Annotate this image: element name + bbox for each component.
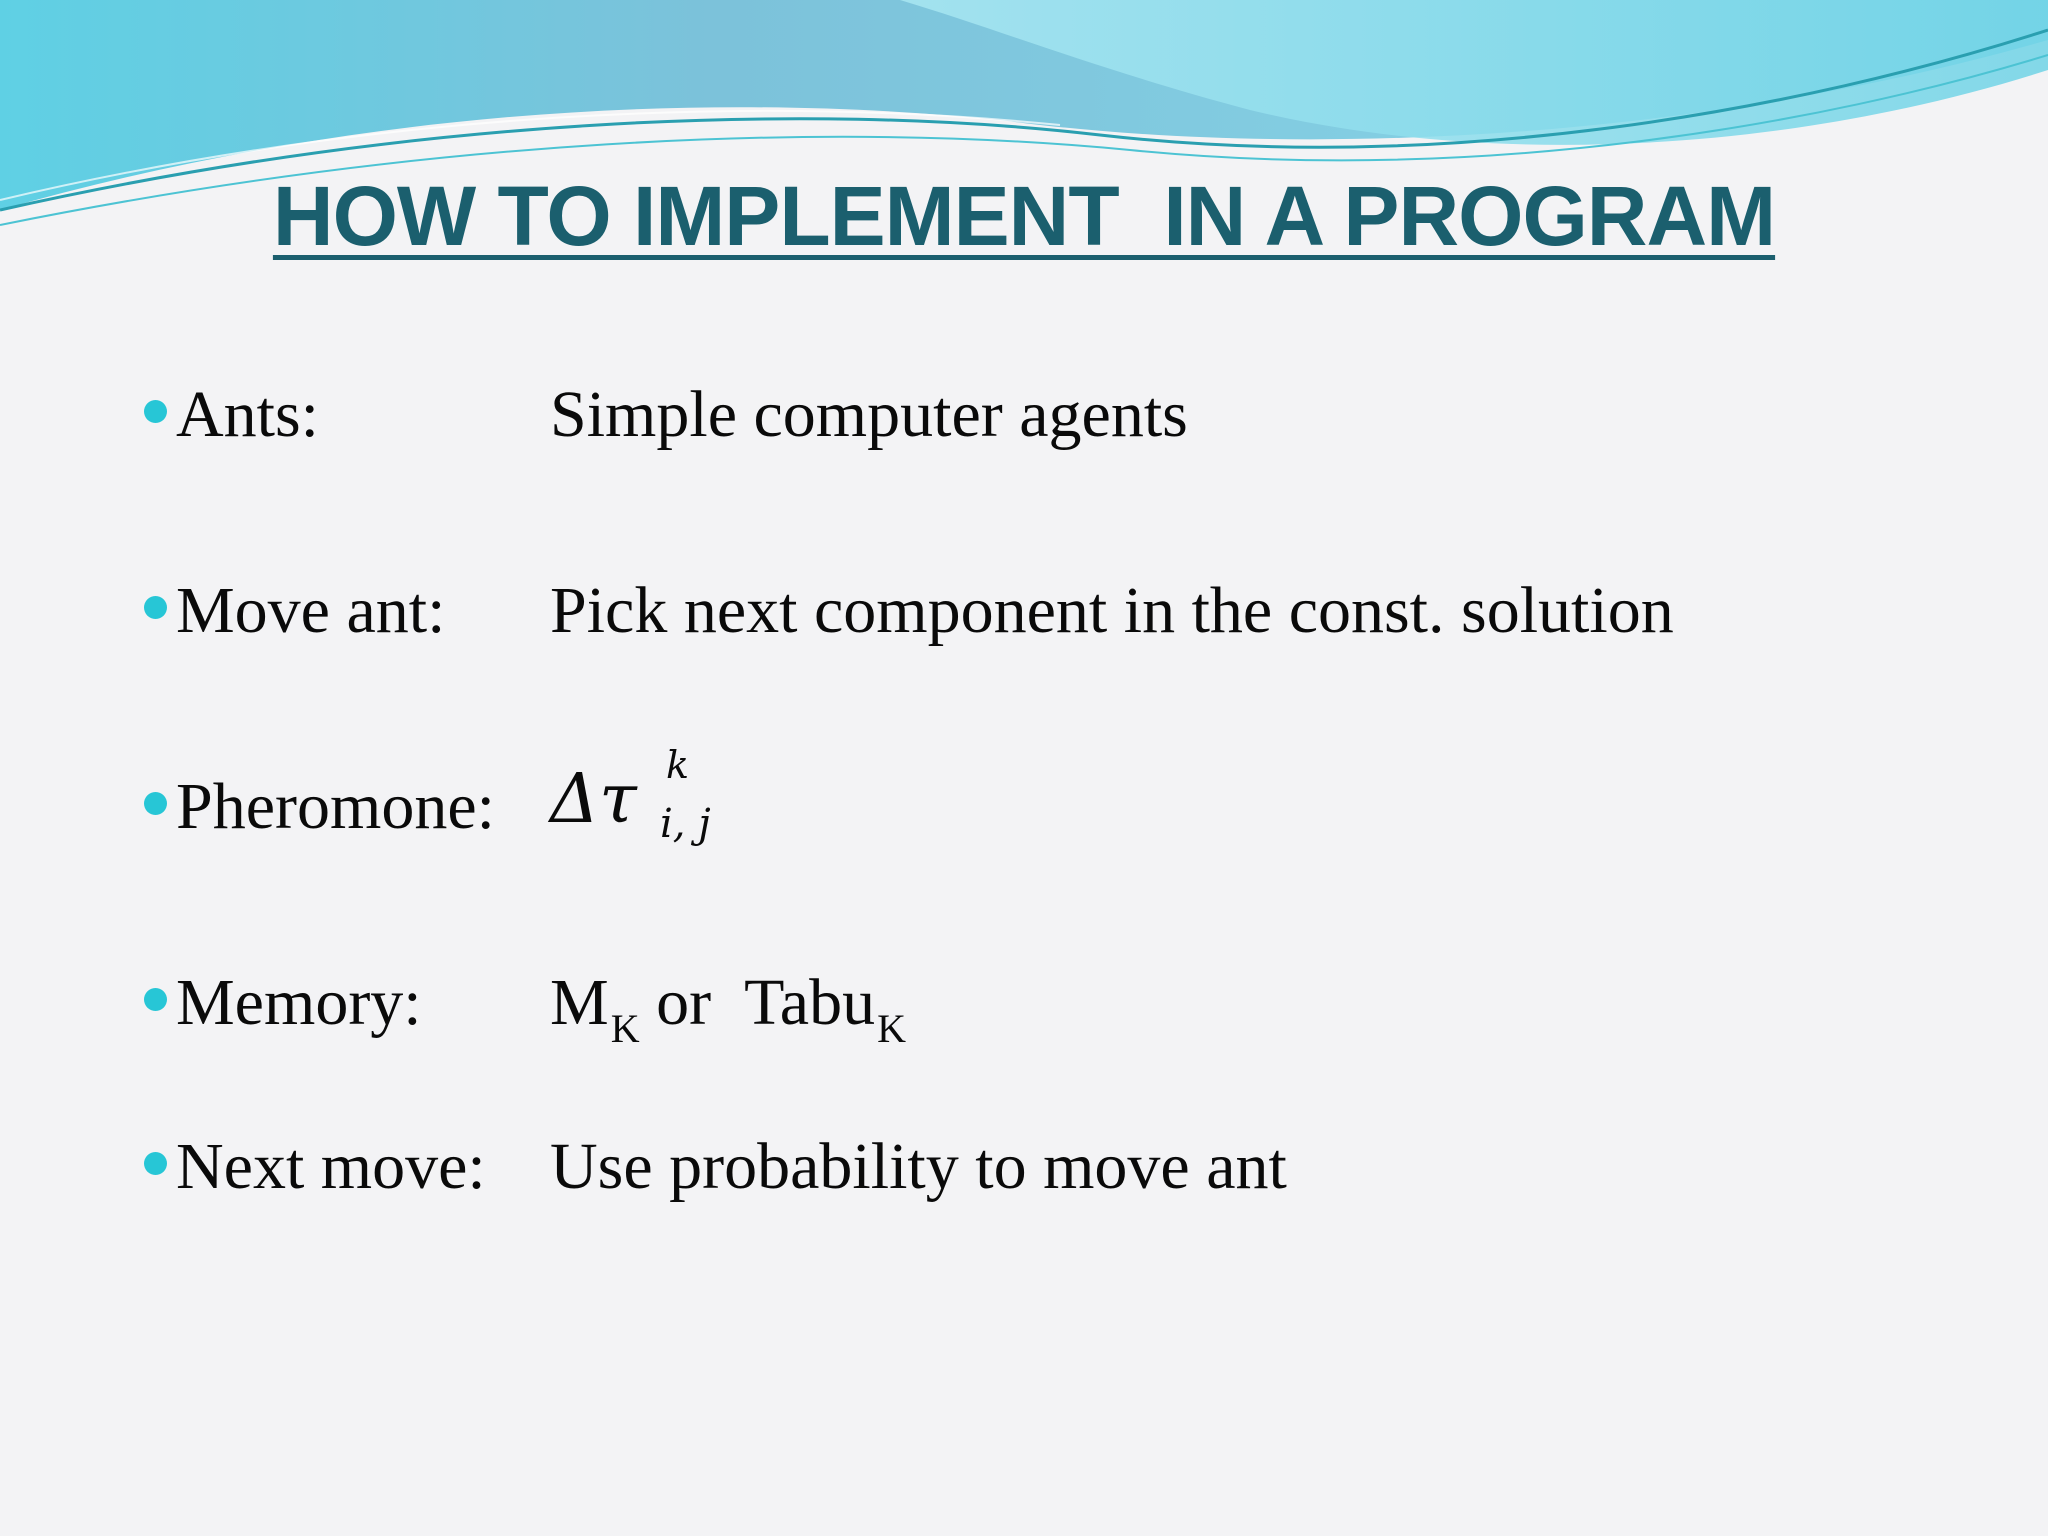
formula-superscript: k bbox=[666, 743, 690, 787]
bullet-label: Next move: bbox=[176, 1130, 486, 1203]
bullet-label: Memory: bbox=[176, 966, 422, 1039]
bullet-label: Pheromone: bbox=[176, 770, 495, 843]
bullet-item-next-move bbox=[138, 1130, 2018, 1224]
bullet-value: Use probability to move ant bbox=[550, 1130, 1287, 1203]
bullet-dot-icon bbox=[144, 792, 167, 815]
memory-tabu-subscript: K bbox=[877, 1006, 906, 1051]
bullet-dot-icon bbox=[144, 1152, 167, 1175]
bullet-item-ants bbox=[138, 378, 2018, 472]
formula-subscript: i, j bbox=[660, 801, 711, 847]
bullet-item-memory bbox=[138, 966, 2018, 1060]
memory-tabu: Tabu bbox=[744, 966, 876, 1039]
pheromone-formula bbox=[550, 743, 730, 866]
bullet-item-pheromone bbox=[138, 743, 2018, 864]
memory-m-subscript: K bbox=[610, 1006, 640, 1051]
bullet-dot-icon bbox=[144, 400, 167, 423]
memory-or: or bbox=[656, 966, 712, 1039]
bullet-item-move-ant bbox=[138, 574, 2018, 668]
bullet-value-memory bbox=[550, 966, 906, 1051]
bullet-value: Pick next component in the const. solution bbox=[550, 574, 1674, 647]
bullet-value: Simple computer agents bbox=[550, 378, 1188, 451]
bullet-label: Move ant: bbox=[176, 574, 446, 647]
slide-title: HOW TO IMPLEMENT IN A PROGRAM bbox=[272, 169, 1776, 263]
bullet-dot-icon bbox=[144, 988, 167, 1011]
memory-m: M bbox=[550, 966, 609, 1039]
bullet-label: Ants: bbox=[176, 378, 320, 451]
bullet-dot-icon bbox=[144, 596, 167, 619]
formula-base: Δτ bbox=[550, 760, 637, 839]
